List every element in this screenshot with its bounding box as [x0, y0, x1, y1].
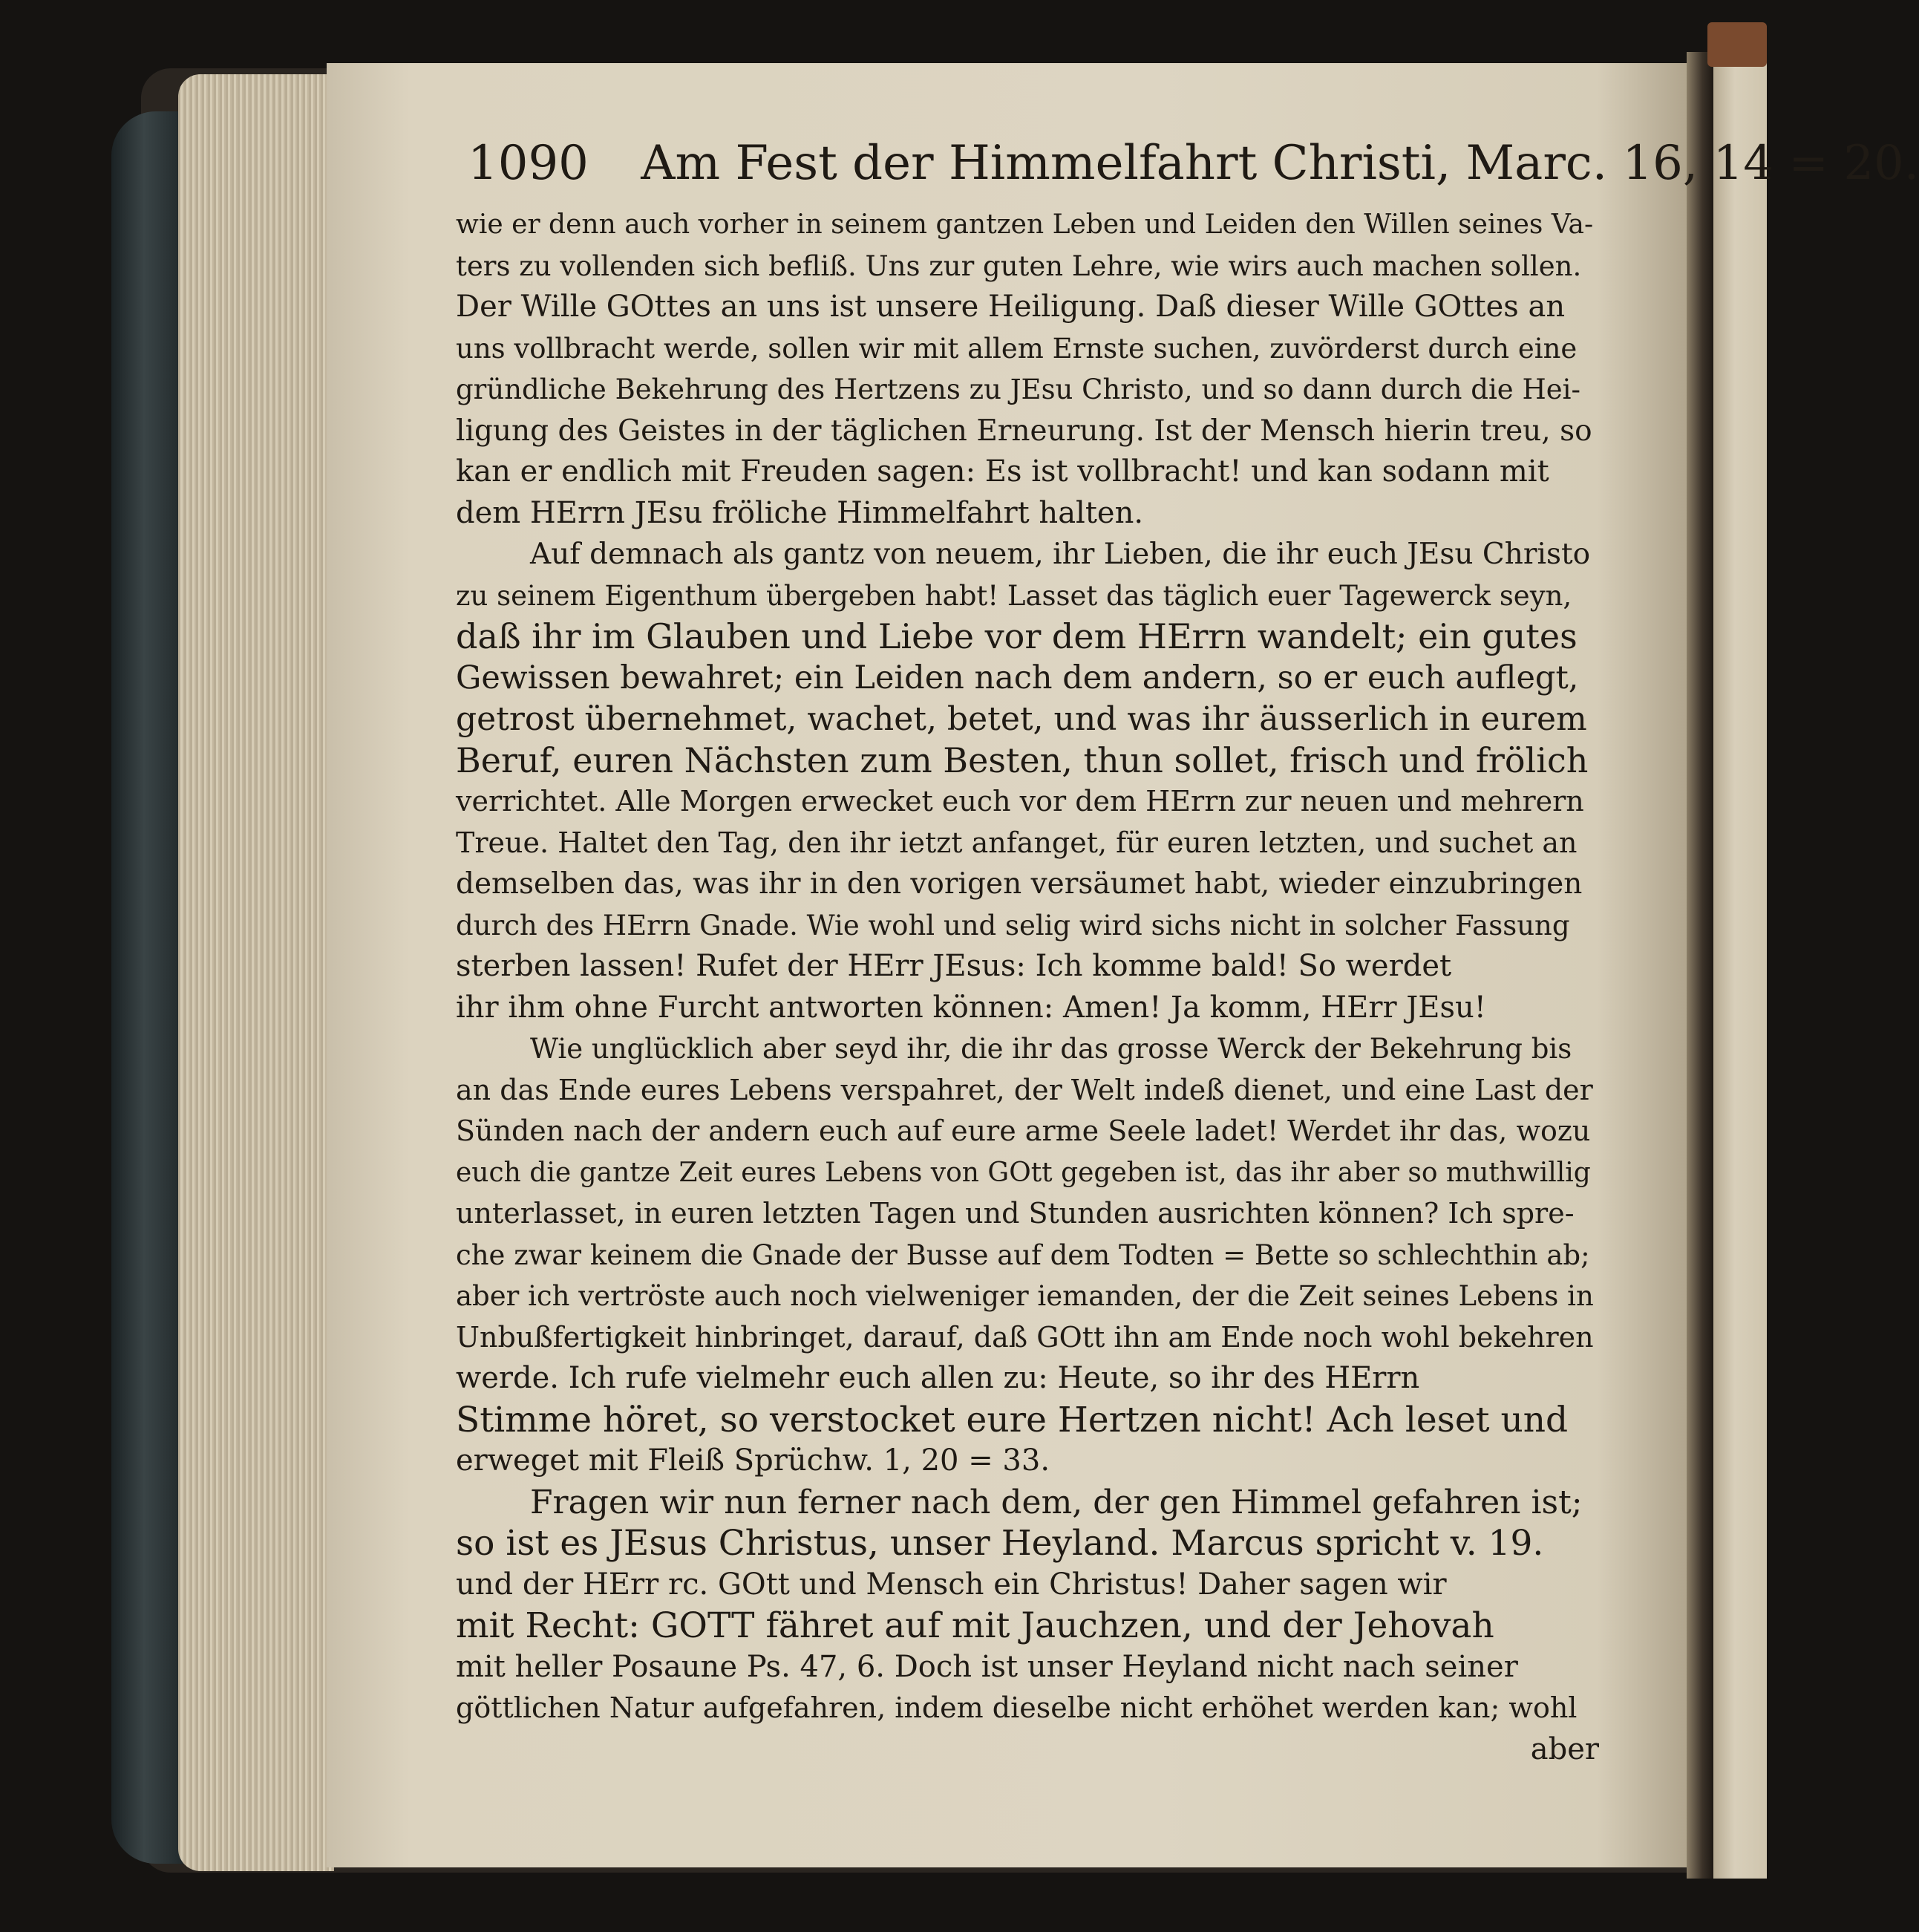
text-line: unterlasset, in euren letzten Tagen und Stunden ausrichten können? Ich spre- [456, 1197, 1575, 1230]
text-line: wie er denn auch vorher in seinem gantzen Leben und Leiden den Willen seines Va- [456, 209, 1594, 240]
bookmark-tab [1707, 22, 1767, 67]
text-line: aber ich vertröste auch noch vielweniger iemanden, der die Zeit seines Lebens in [456, 1280, 1594, 1312]
text-line: mit heller Posaune Ps. 47, 6. Doch ist unser Heyland nicht nach seiner [456, 1649, 1518, 1684]
text-line: uns vollbracht werde, sollen wir mit allem Ernste suchen, zuvörderst durch eine [456, 332, 1578, 365]
facing-page-edge [1713, 52, 1767, 1879]
text-line: an das Ende eures Lebens verspahret, der Welt indeß dienet, und eine Last der [456, 1073, 1593, 1106]
catchword: aber [1530, 1732, 1599, 1766]
running-title: Am Fest der Himmelfahrt Christi, Marc. 16, 14 = 20. [641, 136, 1919, 191]
page-number: 1090 [468, 136, 589, 191]
text-line: sterben lassen! Rufet der HErr JEsus: Ich komme bald! So werdet [456, 949, 1452, 983]
text-line: mit Recht: GOTT fähret auf mit Jauchzen, und der Jehovah [456, 1605, 1494, 1646]
text-line: so ist es JEsus Christus, unser Heyland. Marcus spricht v. 19. [456, 1523, 1544, 1564]
text-line: erweget mit Fleiß Sprüchw. 1, 20 = 33. [456, 1443, 1050, 1478]
text-line: Auf demnach als gantz von neuem, ihr Lieben, die ihr euch JEsu Christo [530, 538, 1591, 571]
text-line: Der Wille GOttes an uns ist unsere Heiligung. Daß dieser Wille GOttes an [456, 290, 1566, 324]
running-header [468, 130, 1919, 197]
text-line: gründliche Bekehrung des Hertzens zu JEsu Christo, und so dann durch die Hei- [456, 373, 1580, 405]
text-line: daß ihr im Glauben und Liebe vor dem HErrn wandelt; ein gutes [456, 616, 1578, 656]
text-line: Fragen wir nun ferner nach dem, der gen Himmel gefahren ist; [530, 1483, 1583, 1521]
text-line: Gewissen bewahret; ein Leiden nach dem andern, so er euch auflegt, [456, 659, 1579, 696]
text-line: und der HErr rc. GOtt und Mensch ein Christus! Daher sagen wir [456, 1567, 1447, 1602]
text-line: Wie unglücklich aber seyd ihr, die ihr das grosse Werck der Bekehrung bis [530, 1033, 1572, 1065]
text-line: Beruf, euren Nächsten zum Besten, thun sollet, frisch und frölich [456, 740, 1589, 780]
text-line: Stimme höret, so verstocket eure Hertzen nicht! Ach leset und [456, 1399, 1569, 1440]
page-edges [178, 74, 334, 1871]
text-line: getrost übernehmet, wachet, betet, und was ihr äusserlich in eurem [456, 700, 1587, 738]
text-line: Unbußfertigkeit hinbringet, darauf, daß GOtt ihn am Ende noch wohl bekehren [456, 1320, 1594, 1354]
text-line: ihr ihm ohne Furcht antworten können: Amen! Ja komm, HErr JEsu! [456, 990, 1486, 1025]
text-line: ligung des Geistes in der täglichen Erneurung. Ist der Mensch hierin treu, so [456, 414, 1592, 448]
text-line: zu seinem Eigenthum übergeben habt! Lasset das täglich euer Tagewerck seyn, [456, 579, 1572, 612]
text-line: Treue. Haltet den Tag, den ihr ietzt anfanget, für euren letzten, und suchet an [456, 826, 1578, 859]
body-text [456, 204, 1599, 1770]
text-line: che zwar keinem die Gnade der Busse auf dem Todten = Bette so schlechthin ab; [456, 1238, 1590, 1271]
text-line: Sünden nach der andern euch auf eure arme Seele ladet! Werdet ihr das, wozu [456, 1115, 1591, 1147]
text-line: durch des HErrn Gnade. Wie wohl und selig wird sichs nicht in solcher Fassung [456, 909, 1570, 941]
text-line: göttlichen Natur aufgefahren, indem dieselbe nicht erhöhet werden kan; wohl [456, 1691, 1578, 1724]
page-gutter [1687, 52, 1713, 1879]
text-line: verrichtet. Alle Morgen erwecket euch vor dem HErrn zur neuen und mehrern [456, 785, 1584, 817]
text-line: kan er endlich mit Freuden sagen: Es ist vollbracht! und kan sodann mit [456, 454, 1549, 489]
text-line: dem HErrn JEsu fröliche Himmelfahrt halten. [456, 495, 1144, 530]
text-line: werde. Ich rufe vielmehr euch allen zu: Heute, so ihr des HErrn [456, 1361, 1420, 1395]
text-line: ters zu vollenden sich befliß. Uns zur guten Lehre, wie wirs auch machen sollen. [456, 249, 1582, 282]
text-line: euch die gantze Zeit eures Lebens von GOtt gegeben ist, das ihr aber so muthwillig [456, 1157, 1591, 1188]
text-line: demselben das, was ihr in den vorigen versäumet habt, wieder einzubringen [456, 867, 1583, 901]
